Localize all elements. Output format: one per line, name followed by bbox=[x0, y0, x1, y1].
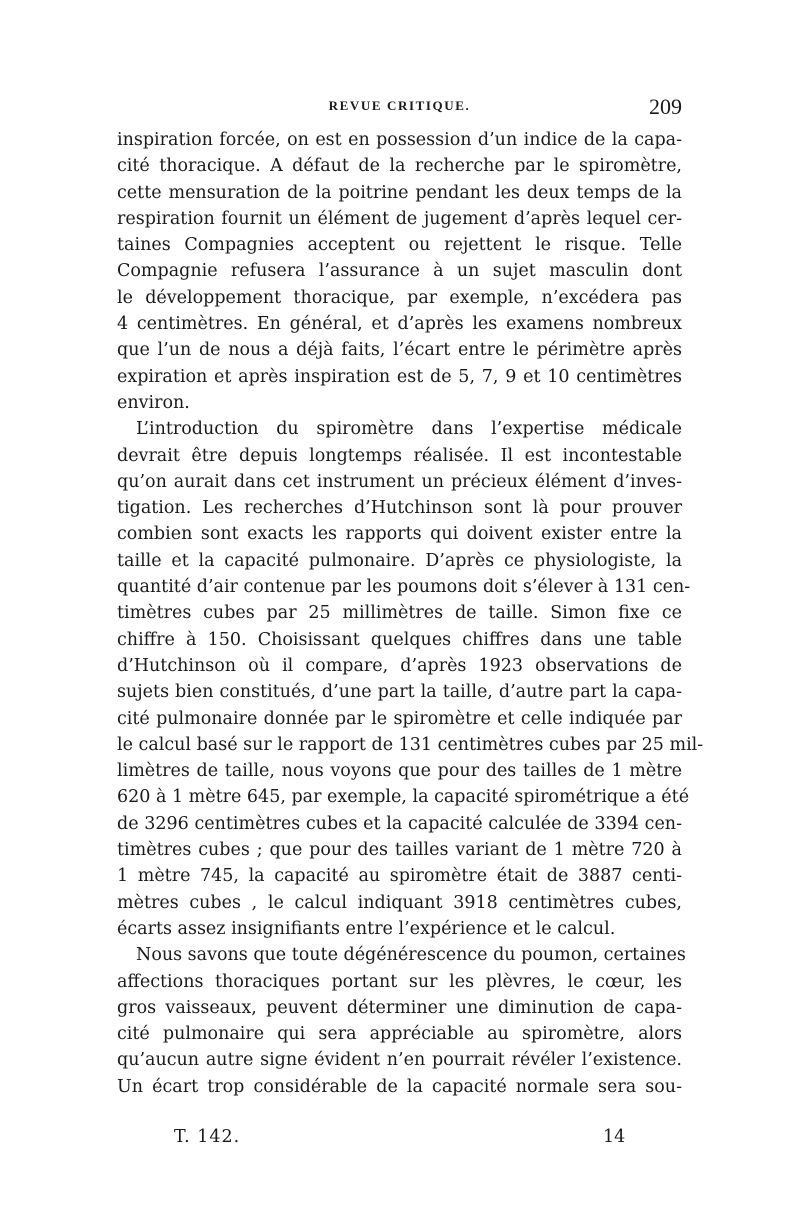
text-line: affections thoraciques portant sur les plèvres, le cœur, les bbox=[117, 971, 682, 992]
text-line: inspiration forcée, on est en possession d’un indice de la capa- bbox=[117, 130, 682, 150]
text-line: d’Hutchinson où il compare, d’après 1923 observations de bbox=[117, 655, 682, 676]
paragraph-end-line: écarts assez insignifiants entre l’expérience et le calcul. bbox=[117, 918, 616, 939]
text-line: taille et la capacité pulmonaire. D’après ce physiologiste, la bbox=[117, 550, 682, 571]
text-line: chiffre à 150. Choisissant quelques chiffres dans une table bbox=[117, 629, 682, 650]
text-line: que l’un de nous a déjà faits, l’écart entre le périmètre après bbox=[117, 340, 682, 361]
text-line: tigation. Les recherches d’Hutchinson sont là pour prouver bbox=[117, 498, 682, 519]
text-line: qu’aucun autre signe évident n’en pourrait révéler l’existence. bbox=[117, 1050, 682, 1071]
paragraph-end-line: environ. bbox=[117, 392, 190, 413]
text-line: cité thoracique. A défaut de la recherche par le spiromètre, bbox=[117, 156, 682, 177]
text-line: le développement thoracique, par exemple, n’excédera pas bbox=[117, 287, 682, 308]
text-line: limètres de taille, nous voyons que pour des tailles de 1 mètre bbox=[117, 761, 682, 782]
text-line: respiration fournit un élément de jugement d’après lequel cer- bbox=[117, 208, 682, 229]
text-line: qu’on aurait dans cet instrument un précieux élément d’inves- bbox=[117, 471, 682, 492]
text-line: quantité d’air contenue par les poumons doit s’élever à 131 cen- bbox=[117, 577, 691, 598]
signature-number: 14 bbox=[603, 1127, 626, 1147]
text-line: Un écart trop considérable de la capacité normale sera sou- bbox=[117, 1076, 682, 1097]
paragraph-start-line: L’introduction du spiromètre dans l’expertise médicale bbox=[136, 419, 682, 440]
body-text bbox=[117, 127, 704, 1100]
text-line: gros vaisseaux, peuvent déterminer une diminution de capa- bbox=[117, 997, 682, 1018]
text-line: taines Compagnies acceptent ou rejettent le risque. Telle bbox=[117, 235, 682, 256]
text-line: cité pulmonaire donnée par le spiromètre et celle indiquée par bbox=[117, 708, 682, 729]
text-line: combien sont exacts les rapports qui doivent exister entre la bbox=[117, 524, 682, 545]
running-title: REVUE CRITIQUE. bbox=[328, 98, 471, 113]
text-line: timètres cubes ; que pour des tailles variant de 1 mètre 720 à bbox=[117, 840, 682, 861]
page-footer bbox=[117, 1127, 682, 1155]
text-line: le calcul basé sur le rapport de 131 centimètres cubes par 25 mil- bbox=[117, 734, 704, 755]
text-line: mètres cubes , le calcul indiquant 3918 centimètres cubes, bbox=[117, 892, 682, 913]
paragraph-start-line: Nous savons que toute dégénérescence du poumon, certaines bbox=[136, 945, 686, 966]
text-line: cette mensuration de la poitrine pendant les deux temps de la bbox=[117, 182, 682, 203]
volume-signature: T. 142. bbox=[174, 1127, 241, 1147]
text-line: sujets bien constitués, d’une part la taille, d’autre part la capa- bbox=[117, 682, 682, 703]
text-line: Compagnie refusera l’assurance à un sujet masculin dont bbox=[117, 261, 682, 282]
text-line: cité pulmonaire qui sera appréciable au spiromètre, alors bbox=[117, 1024, 682, 1045]
text-line: de 3296 centimètres cubes et la capacité calculée de 3394 cen- bbox=[117, 813, 682, 834]
running-head bbox=[117, 96, 682, 122]
page-number: 209 bbox=[649, 94, 682, 119]
text-line: 4 centimètres. En général, et d’après les examens nombreux bbox=[117, 314, 682, 335]
text-line: timètres cubes par 25 millimètres de taille. Simon fixe ce bbox=[117, 603, 682, 624]
text-line: 1 mètre 745, la capacité au spiromètre était de 3887 centi- bbox=[117, 866, 682, 887]
text-line: devrait être depuis longtemps réalisée. Il est incontestable bbox=[117, 445, 682, 466]
text-line: expiration et après inspiration est de 5, 7, 9 et 10 centimètres bbox=[117, 366, 682, 387]
text-line: 620 à 1 mètre 645, par exemple, la capacité spirométrique a été bbox=[117, 787, 690, 808]
